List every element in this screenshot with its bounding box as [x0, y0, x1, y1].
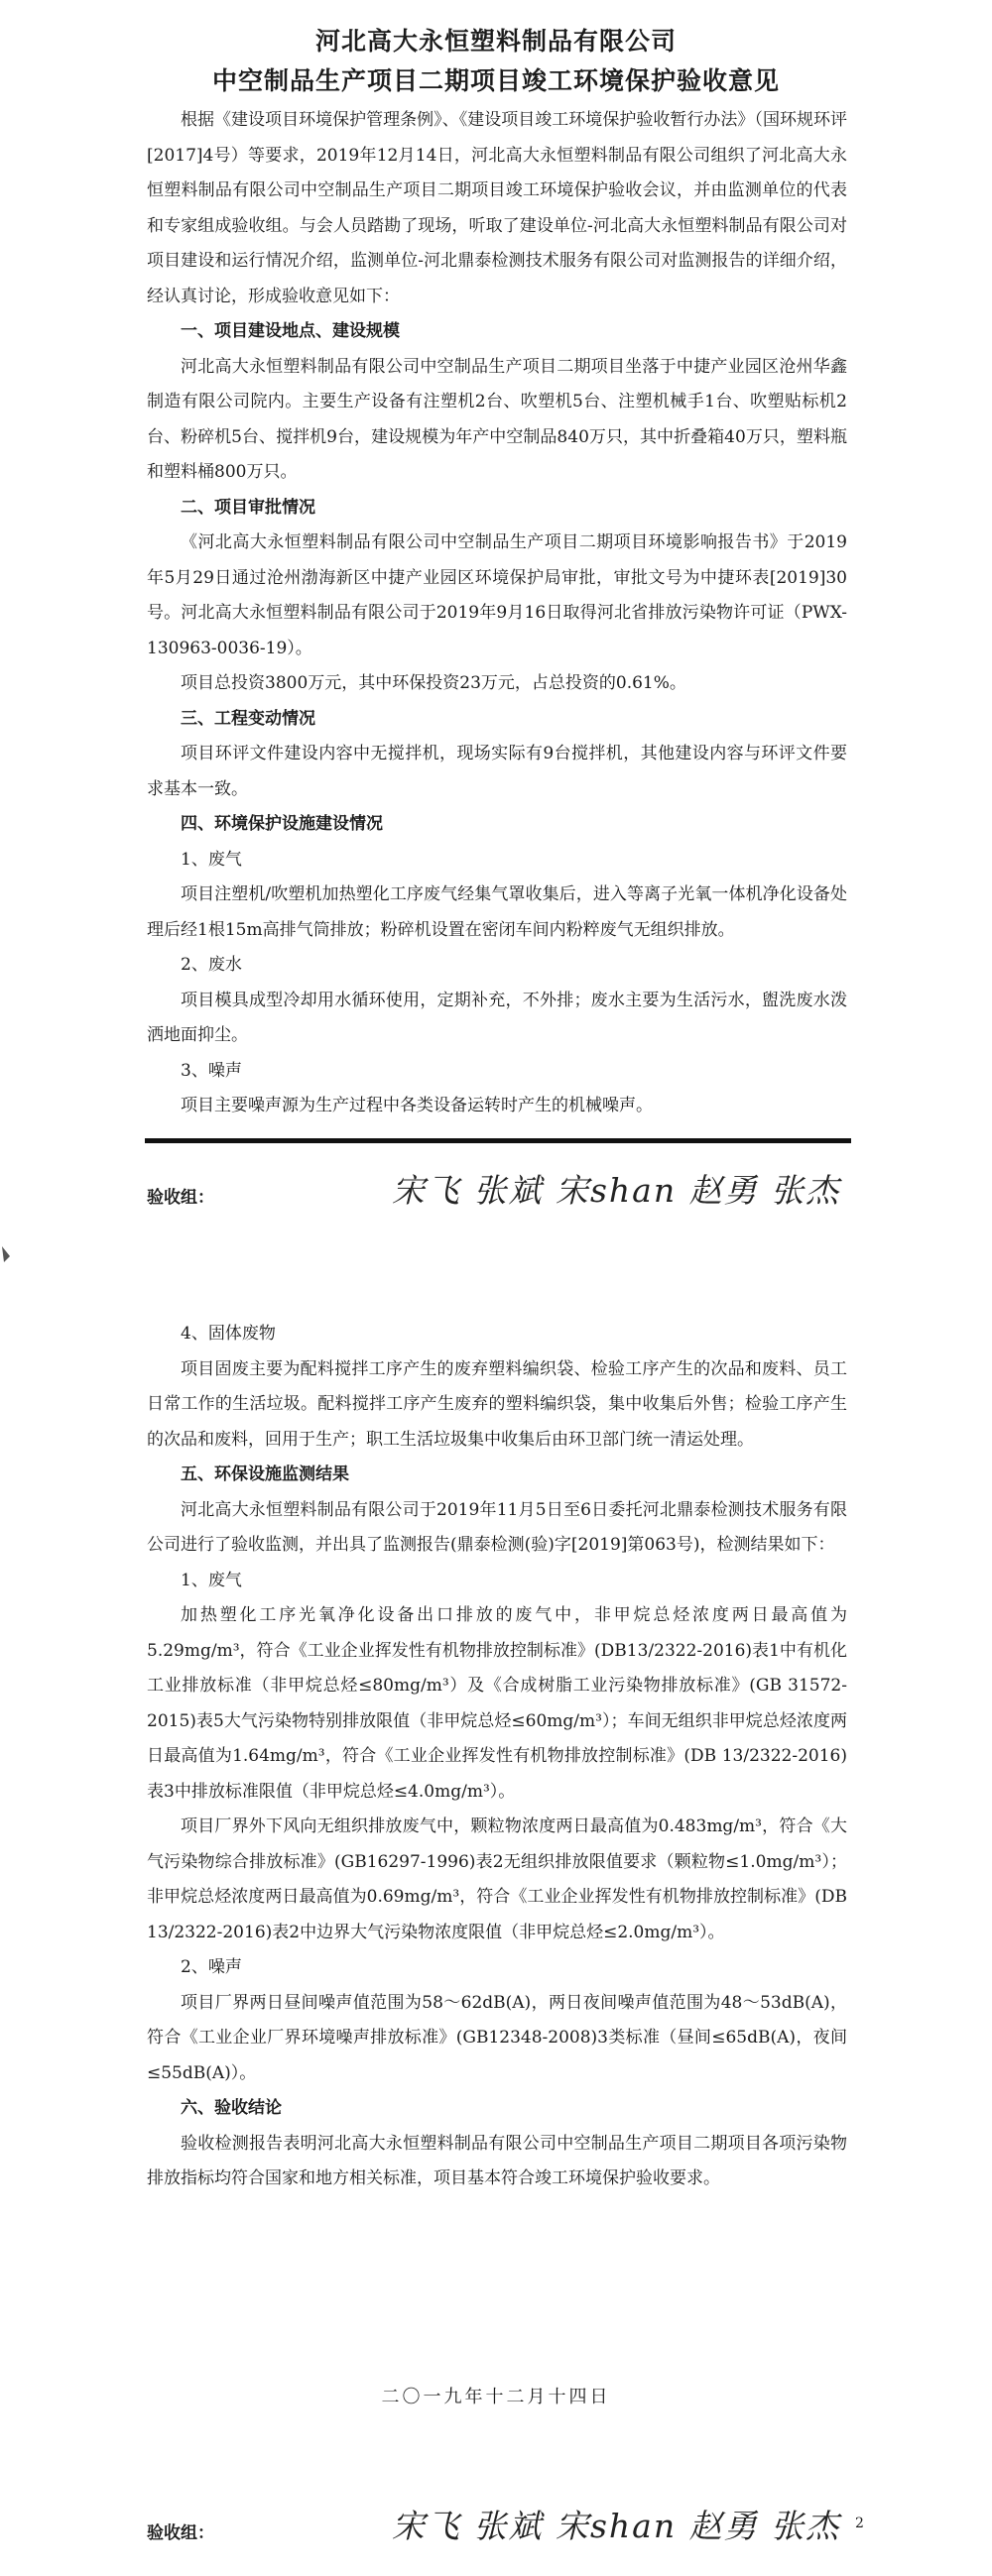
page1-body	[147, 103, 847, 1124]
section-1-text: 河北高大永恒塑料制品有限公司中空制品生产项目二期项目坐落于中捷产业园区沧州华鑫制造有限公司院内。主要生产设备有注塑机2台、吹塑机5台、注塑机械手1台、吹塑贴标机2台、粉碎机5台、搅拌机9台，建设规模为年产中空制品840万只，其中折叠箱40万只，塑料瓶和塑料桶800万只。	[147, 356, 847, 482]
handwritten-signatures: 宋飞 张斌 宋shan 赵勇 张杰	[392, 1171, 841, 1210]
section-4-2-heading: 2、废水	[181, 955, 242, 975]
section-4-heading: 四、环境保护设施建设情况	[181, 814, 383, 834]
section-4-4-text: 项目固废主要为配料搅拌工序产生的废弃塑料编织袋、检验工序产生的次品和废料、员工日常工作的生活垃圾。配料搅拌工序产生废弃的塑料编织袋，集中收集后外售；检验工序产生的次品和废料，回用于生产；职工生活垃圾集中收集后由环卫部门统一清运处理。	[147, 1358, 847, 1450]
section-5-2-heading: 2、噪声	[181, 1957, 242, 1977]
section-6-heading: 六、验收结论	[181, 2098, 282, 2118]
page-number: 2	[855, 2516, 864, 2531]
document-title: 中空制品生产项目二期项目竣工环境保护验收意见	[211, 66, 780, 95]
divider-line	[145, 1138, 851, 1143]
section-4-3-heading: 3、噪声	[181, 1060, 242, 1081]
section-2-heading: 二、项目审批情况	[181, 497, 315, 518]
section-1-heading: 一、项目建设地点、建设规模	[181, 321, 400, 341]
section-4-4-heading: 4、固体废物	[181, 1324, 276, 1344]
document-date: 二〇一九年十二月十四日	[381, 2387, 611, 2407]
section-2-text: 《河北高大永恒塑料制品有限公司中空制品生产项目二期项目环境影响报告书》于2019年5月29日通过沧州渤海新区中捷产业园区环境保护局审批，审批文号为中捷环表[2019]30号。河北高大永恒塑料制品有限公司于2019年9月16日取得河北省排放污染物许可证（PWX-130963-0036-19）。	[147, 532, 847, 658]
section-5-1-text-1: 加热塑化工序光氧净化设备出口排放的废气中，非甲烷总烃浓度两日最高值为5.29mg/m³，符合《工业企业挥发性有机物排放控制标准》(DB13/2322-2016)表1中有机化工业排放标准（非甲烷总烃≤80mg/m³）及《合成树脂工业污染物排放标准》(GB 31572-2015)表5大气污染物特别排放限值（非甲烷总烃≤60mg/m³）；车间无组织非甲烷总烃浓度两日最高值为1.64mg/m³，符合《工业企业挥发性有机物排放控制标准》(DB 13/2322-2016)表3中排放标准限值（非甲烷总烃≤4.0mg/m³）。	[147, 1605, 847, 1802]
section-3-text: 项目环评文件建设内容中无搅拌机，现场实际有9台搅拌机，其他建设内容与环评文件要求基本一致。	[147, 744, 847, 799]
section-4-1-heading: 1、废气	[181, 849, 242, 870]
handwritten-signatures-2: 宋飞 张斌 宋shan 赵勇 张杰	[392, 2507, 841, 2545]
acceptance-group-label-2: 验收组：	[147, 2523, 214, 2543]
page-corner-mark	[0, 1244, 14, 1264]
intro-paragraph: 根据《建设项目环境保护管理条例》、《建设项目竣工环境保护验收暂行办法》（国环规环评[2017]4号）等要求，2019年12月14日，河北高大永恒塑料制品有限公司组织了河北高大永恒塑料制品有限公司中空制品生产项目二期项目竣工环境保护验收会议，并由监测单位的代表和专家组成验收组。与会人员踏勘了现场，听取了建设单位-河北高大永恒塑料制品有限公司对项目建设和运行情况介绍，监测单位-河北鼎泰检测技术服务有限公司对监测报告的详细介绍，经认真讨论，形成验收意见如下：	[147, 110, 847, 306]
section-5-text: 河北高大永恒塑料制品有限公司于2019年11月5日至6日委托河北鼎泰检测技术服务有限公司进行了验收监测，并出具了监测报告(鼎泰检测(验)字[2019]第063号)，检测结果如下：	[147, 1499, 847, 1555]
acceptance-group-label: 验收组：	[147, 1188, 214, 1208]
section-5-1-heading: 1、废气	[181, 1570, 242, 1590]
section-5-2-text: 项目厂界两日昼间噪声值范围为58～62dB(A)，两日夜间噪声值范围为48～53dB(A)，符合《工业企业厂界环境噪声排放标准》(GB12348-2008)3类标准（昼间≤65dB(A)，夜间≤55dB(A)）。	[147, 1992, 847, 2083]
company-title: 河北高大永恒塑料制品有限公司	[314, 27, 677, 56]
section-3-heading: 三、工程变动情况	[181, 708, 315, 729]
section-4-1-text: 项目注塑机/吹塑机加热塑化工序废气经集气罩收集后，进入等离子光氧一体机净化设备处理后经1根15m高排气筒排放；粉碎机设置在密闭车间内粉粹废气无组织排放。	[147, 884, 847, 940]
section-4-3-text: 项目主要噪声源为生产过程中各类设备运转时产生的机械噪声。	[181, 1096, 653, 1115]
section-5-heading: 五、环保设施监测结果	[181, 1464, 349, 1484]
section-2-investment: 项目总投资3800万元，其中环保投资23万元，占总投资的0.61%。	[181, 673, 686, 693]
section-4-2-text: 项目模具成型冷却用水循环使用，定期补充，不外排；废水主要为生活污水，盥洗废水泼洒地面抑尘。	[147, 990, 847, 1045]
section-6-text: 验收检测报告表明河北高大永恒塑料制品有限公司中空制品生产项目二期项目各项污染物排放指标均符合国家和地方相关标准，项目基本符合竣工环境保护验收要求。	[147, 2133, 847, 2188]
section-5-1-text-2: 项目厂界外下风向无组织排放废气中，颗粒物浓度两日最高值为0.483mg/m³，符合《大气污染物综合排放标准》(GB16297-1996)表2无组织排放限值要求（颗粒物≤1.0mg/m³）；非甲烷总烃浓度两日最高值为0.69mg/m³，符合《工业企业挥发性有机物排放控制标准》(DB 13/2322-2016)表2中边界大气污染物浓度限值（非甲烷总烃≤2.0mg/m³）。	[147, 1816, 847, 1942]
page2-body	[147, 1317, 847, 2197]
